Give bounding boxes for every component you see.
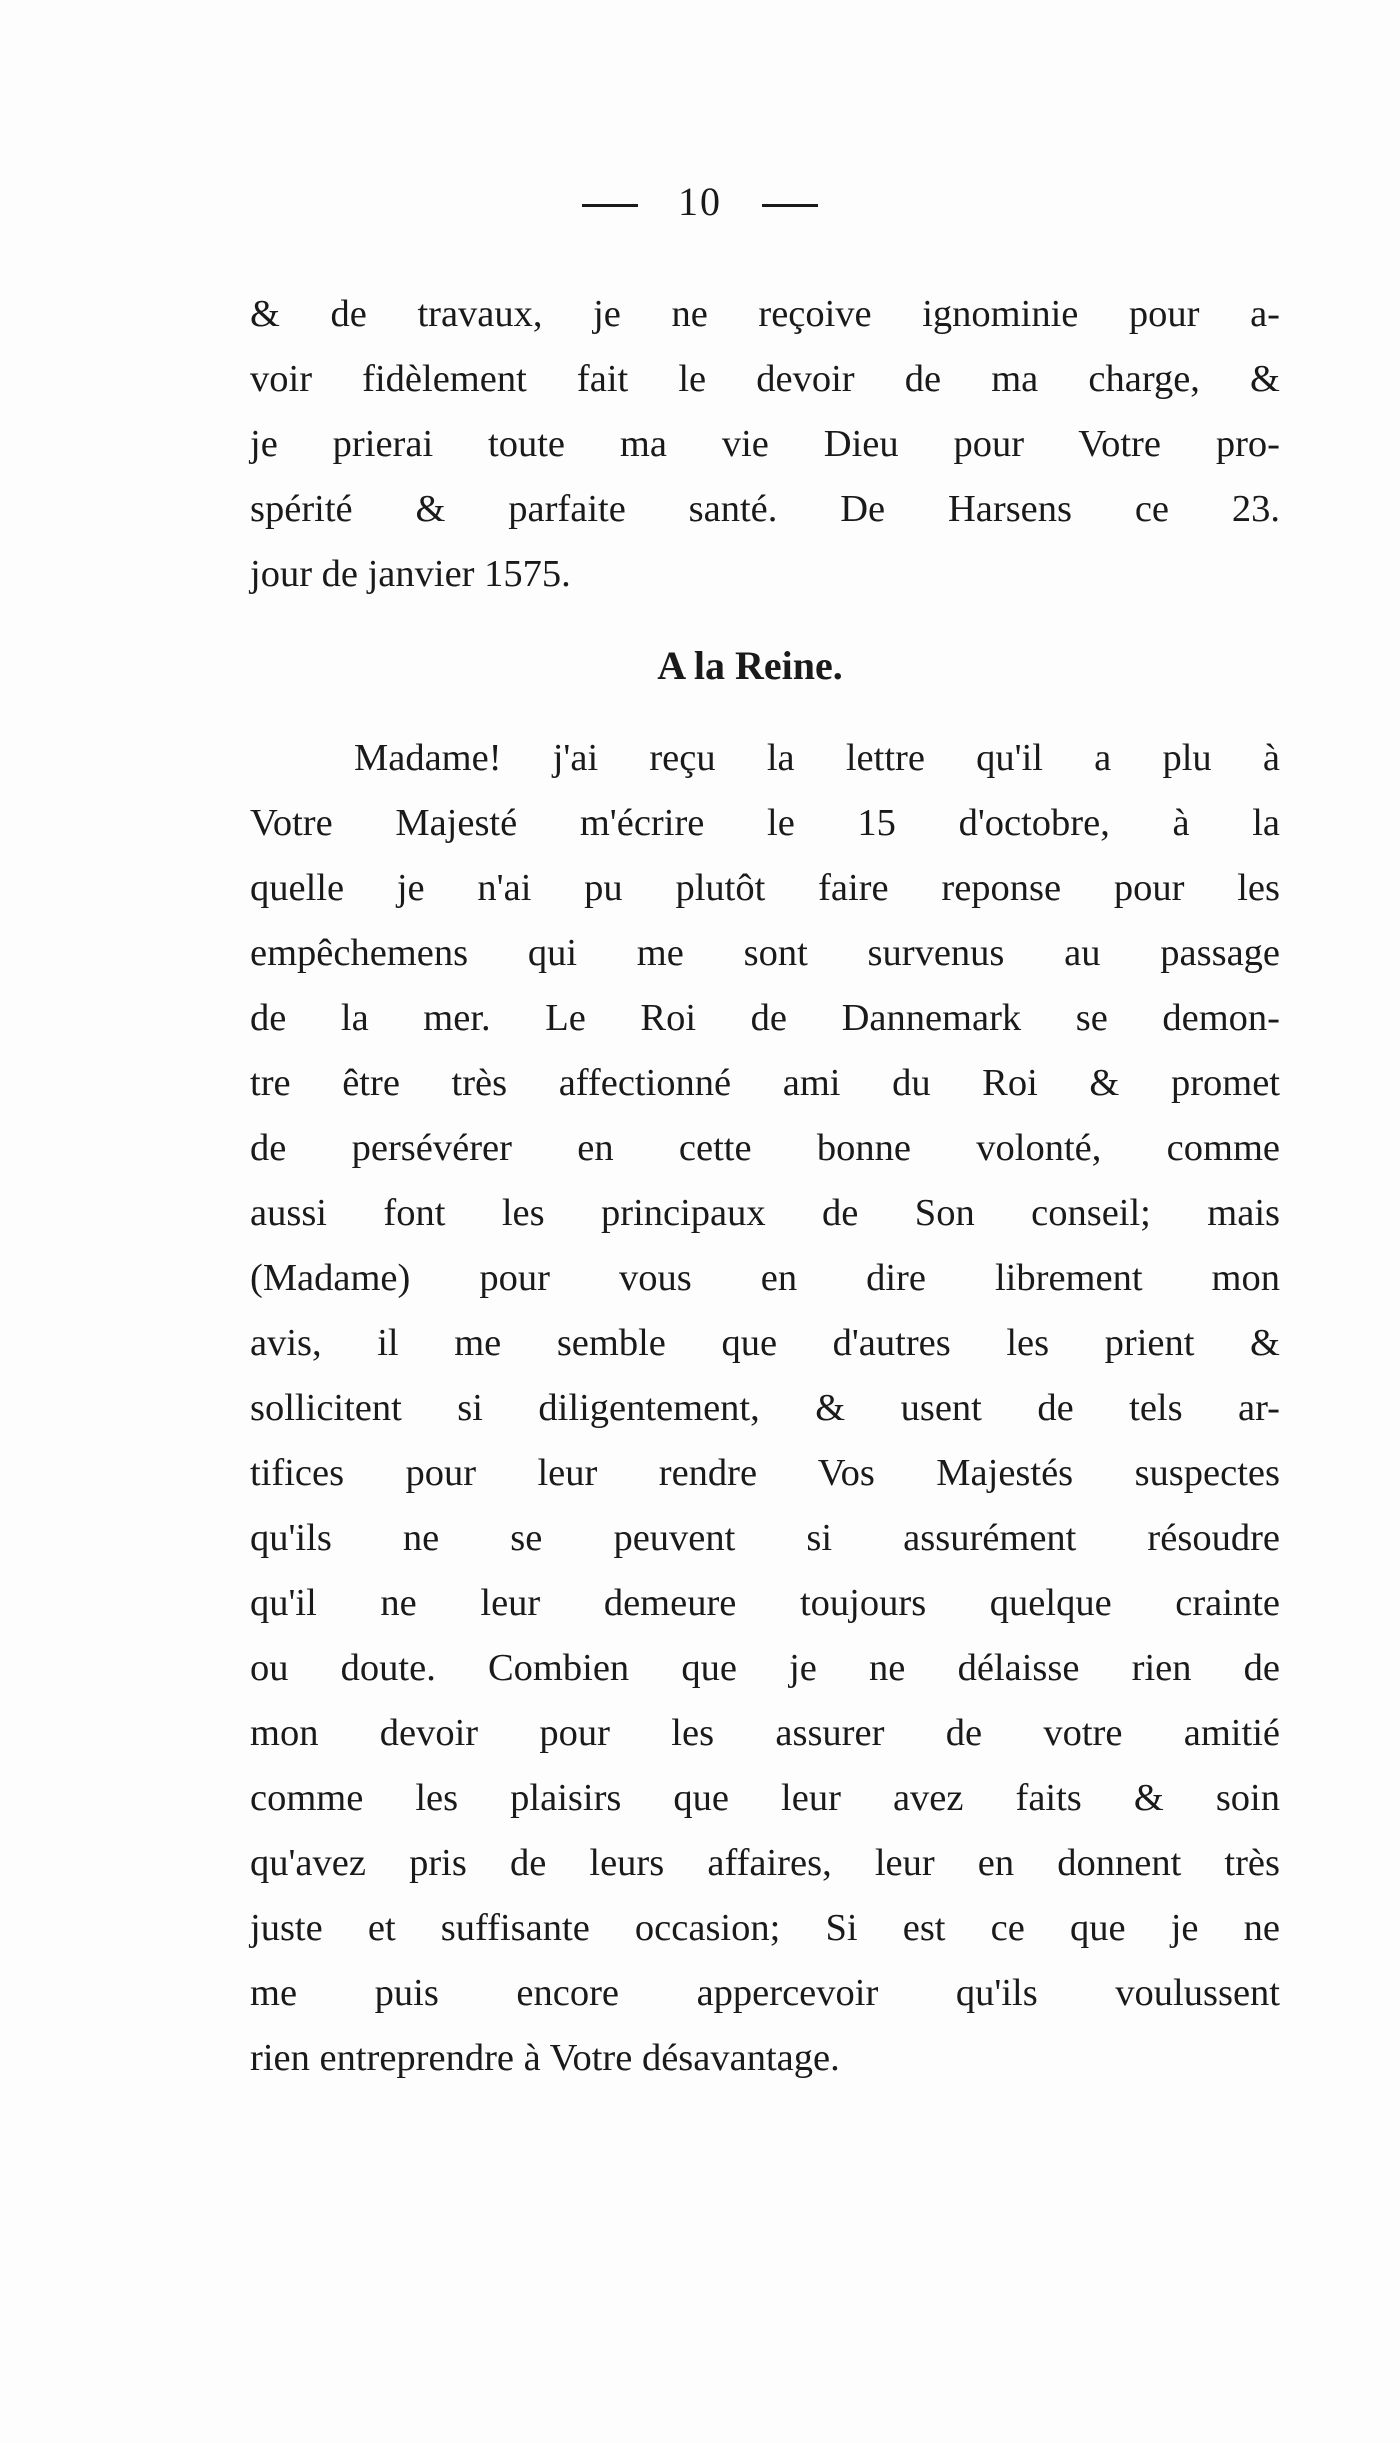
text-line: ou doute. Combien que je ne délaisse rien de	[250, 1647, 1280, 1689]
text-line: comme les plaisirs que leur avez faits & soin	[250, 1777, 1280, 1819]
paragraph-letter-to-queen	[250, 726, 1280, 2091]
text-line: jour de janvier 1575.	[250, 553, 571, 595]
right-dash	[762, 204, 818, 207]
paragraph-closing-letter	[250, 282, 1280, 607]
text-line: tifices pour leur rendre Vos Majestés suspectes	[250, 1452, 1280, 1494]
text-line: avis, il me semble que d'autres les prient &	[250, 1322, 1280, 1364]
text-line: & de travaux, je ne reçoive ignominie pour a-	[250, 293, 1280, 335]
text-line: me puis encore appercevoir qu'ils voulussent	[250, 1972, 1280, 2014]
running-head	[0, 178, 1400, 225]
text-line: qu'ils ne se peuvent si assurément résoudre	[250, 1517, 1280, 1559]
text-line: Madame! j'ai reçu la lettre qu'il a plu à	[354, 737, 1280, 779]
text-line: (Madame) pour vous en dire librement mon	[250, 1257, 1280, 1299]
text-line: qu'avez pris de leurs affaires, leur en donnent très	[250, 1842, 1280, 1884]
text-line: mon devoir pour les assurer de votre amitié	[250, 1712, 1280, 1754]
text-line: rien entreprendre à Votre désavantage.	[250, 2037, 840, 2079]
body-text	[250, 282, 1280, 2091]
text-line: aussi font les principaux de Son conseil; mais	[250, 1192, 1280, 1234]
text-line: empêchemens qui me sont survenus au passage	[250, 932, 1280, 974]
text-line: voir fidèlement fait le devoir de ma charge, &	[250, 358, 1280, 400]
text-line: de la mer. Le Roi de Dannemark se demon-	[250, 997, 1280, 1039]
text-line: juste et suffisante occasion; Si est ce que je ne	[250, 1907, 1280, 1949]
text-line: qu'il ne leur demeure toujours quelque crainte	[250, 1582, 1280, 1624]
text-line: de persévérer en cette bonne volonté, comme	[250, 1127, 1280, 1169]
letter-heading: A la Reine.	[657, 643, 843, 688]
text-line: je prierai toute ma vie Dieu pour Votre pro-	[250, 423, 1280, 465]
left-dash	[582, 204, 638, 207]
page-number: 10	[678, 179, 722, 224]
text-line: spérité & parfaite santé. De Harsens ce 23.	[250, 488, 1280, 530]
text-line: sollicitent si diligentement, & usent de tels ar-	[250, 1387, 1280, 1429]
text-line: Votre Majesté m'écrire le 15 d'octobre, à la	[250, 802, 1280, 844]
text-line: quelle je n'ai pu plutôt faire reponse pour les	[250, 867, 1280, 909]
text-line: tre être très affectionné ami du Roi & promet	[250, 1062, 1280, 1104]
